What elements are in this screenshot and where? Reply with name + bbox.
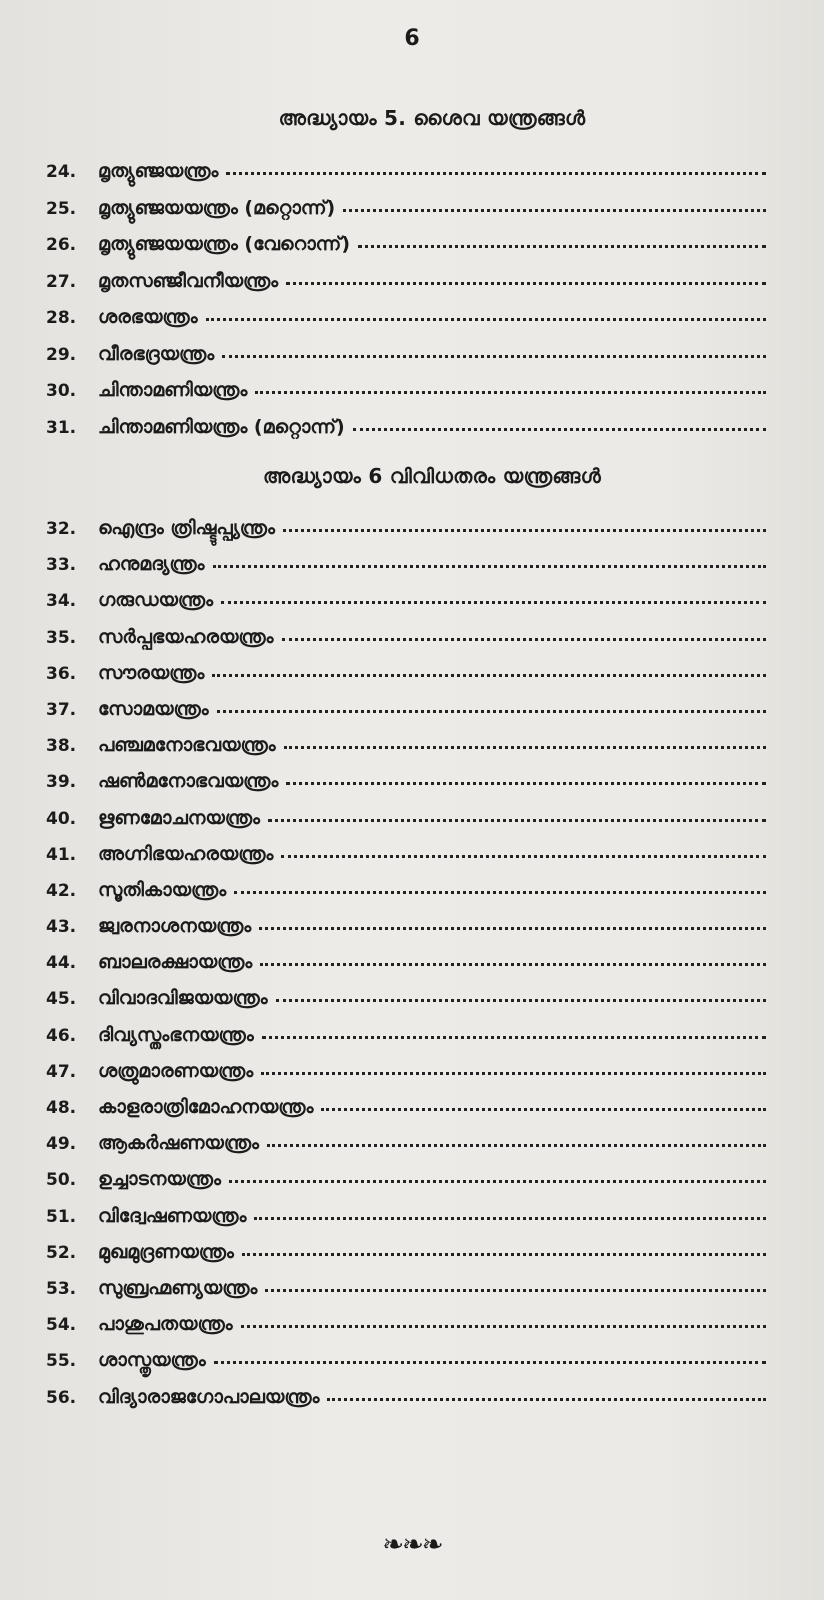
page-number: 6 <box>404 26 420 51</box>
toc-entry-title: അഗ്നിഭയഹരയന്ത്രം <box>98 842 274 865</box>
dot-leader <box>254 1217 766 1220</box>
toc-entry-number: 52. <box>46 1242 77 1263</box>
toc-entry-title: ഐന്ദ്രം ത്രിഷ്ടുപ്പ്യന്ത്രം <box>98 517 275 539</box>
dot-leader <box>327 1398 766 1401</box>
toc-entry-number: 40. <box>46 808 77 829</box>
toc-entry <box>46 1205 766 1241</box>
toc-entry-number: 50. <box>46 1170 77 1191</box>
toc-entry <box>46 1060 766 1096</box>
toc-entry <box>46 589 766 625</box>
dot-leader <box>284 746 766 749</box>
toc-entry-title: ദിവ്യസ്തംഭനയന്ത്രം <box>98 1023 254 1046</box>
toc-entry-number: 51. <box>46 1206 77 1227</box>
dot-leader <box>217 710 766 713</box>
toc-entry-title: ഋണമോചനയന്ത്രം <box>98 806 260 829</box>
end-ornament: ❧❧❧ <box>382 1530 442 1560</box>
toc-entry-title: ആകർഷണയന്ത്രം <box>98 1132 259 1155</box>
toc-entry-number: 38. <box>46 736 77 757</box>
toc-entry-number: 25. <box>46 198 77 219</box>
dot-leader <box>206 318 766 321</box>
toc-entry-number: 45. <box>46 989 77 1010</box>
dot-leader <box>286 282 766 285</box>
toc-entry-number: 33. <box>46 555 77 576</box>
toc-entry <box>46 1313 766 1349</box>
dot-leader <box>242 1253 766 1256</box>
toc-entry <box>46 915 766 951</box>
toc-entry <box>46 1241 766 1277</box>
dot-leader <box>212 674 766 677</box>
toc-entry <box>46 1132 766 1168</box>
dot-leader <box>283 529 766 532</box>
toc-entry <box>46 517 766 553</box>
toc-entry-title: മൃത്യുഞ്ജയയന്ത്രം (വേറൊന്ന്) <box>98 233 351 255</box>
toc-entry-number: 28. <box>46 308 77 328</box>
dot-leader <box>265 1289 766 1292</box>
toc-entry-number: 42. <box>46 880 77 901</box>
toc-entry-number: 37. <box>46 699 77 720</box>
toc-entry <box>46 698 766 734</box>
dot-leader <box>267 1144 766 1147</box>
dot-leader <box>286 782 766 785</box>
dot-leader <box>260 963 766 966</box>
toc-entry <box>46 879 766 915</box>
dot-leader <box>229 1180 766 1183</box>
toc-entry <box>46 270 766 307</box>
toc-entry-title: മൃത്യുഞ്ജയയന്ത്രം (മറ്റൊന്ന്) <box>98 196 336 219</box>
dot-leader <box>268 819 766 822</box>
toc-entry-title: ഹനുമദ്യന്ത്രം <box>98 553 205 576</box>
toc-entry-number: 41. <box>46 844 77 865</box>
toc-entry <box>46 1168 766 1204</box>
toc-entry <box>46 160 766 197</box>
dot-leader <box>276 999 766 1002</box>
dot-leader <box>262 1036 766 1039</box>
toc-entry <box>46 951 766 987</box>
section-heading-chapter-6: അദ്ധ്യായം 6 വിവിധതരം യന്ത്രങ്ങൾ <box>263 464 601 488</box>
toc-entry-title: കാളരാത്രിമോഹനയന്ത്രം <box>98 1096 314 1118</box>
toc-entry-title: വിവാദവിജയയന്ത്രം <box>98 987 268 1010</box>
dot-leader <box>259 927 766 930</box>
toc-entry <box>46 987 766 1023</box>
toc-entry-title: മുഖമുദ്രണയന്ത്രം <box>98 1240 234 1263</box>
toc-entry-title: വിദ്യാരാജഗോപാലയന്ത്രം <box>98 1385 320 1408</box>
toc-entry-title: സർപ്പഭയഹരയന്ത്രം <box>98 625 274 648</box>
toc-entry-title: ബാലരക്ഷായന്ത്രം <box>98 951 253 974</box>
toc-entry-title: സോമയന്ത്രം <box>98 697 209 720</box>
toc-list-chapter-5 <box>46 160 766 452</box>
toc-entry-title: പാശുപതയന്ത്രം <box>98 1313 233 1336</box>
toc-list-chapter-6 <box>46 517 766 1422</box>
toc-entry <box>46 626 766 662</box>
toc-entry <box>46 306 766 343</box>
toc-entry-title: ഷൺമനോഭവയന്ത്രം <box>98 770 279 793</box>
toc-entry-title: മൃതസഞ്ജീവനീയന്ത്രം <box>98 269 279 292</box>
toc-entry <box>46 843 766 879</box>
toc-entry-number: 32. <box>46 519 77 539</box>
toc-entry <box>46 1349 766 1385</box>
toc-entry <box>46 197 766 234</box>
toc-entry-number: 53. <box>46 1278 77 1299</box>
toc-entry-title: ഉച്ചാടനയന്ത്രം <box>98 1168 221 1191</box>
toc-entry-number: 44. <box>46 953 77 974</box>
toc-entry <box>46 807 766 843</box>
toc-entry-title: സൂതികായന്ത്രം <box>98 878 227 901</box>
toc-entry <box>46 343 766 380</box>
toc-entry <box>46 734 766 770</box>
toc-entry-number: 43. <box>46 917 77 938</box>
dot-leader <box>234 891 766 894</box>
toc-entry-number: 54. <box>46 1315 77 1336</box>
toc-entry-number: 56. <box>46 1387 77 1408</box>
toc-entry-number: 55. <box>46 1351 77 1372</box>
toc-entry-title: ജ്വരനാശനയന്ത്രം <box>98 915 252 938</box>
dot-leader <box>214 1361 766 1364</box>
toc-entry <box>46 662 766 698</box>
toc-entry-number: 49. <box>46 1134 77 1155</box>
dot-leader <box>241 1325 766 1328</box>
toc-entry-title: ശത്രുമാരണയന്ത്രം <box>98 1059 254 1082</box>
toc-entry-number: 36. <box>46 663 77 684</box>
toc-entry <box>46 1024 766 1060</box>
section-heading-chapter-5: അദ്ധ്യായം 5. ശൈവ യന്ത്രങ്ങൾ <box>278 106 586 130</box>
dot-leader <box>343 209 766 212</box>
toc-entry-title: മൃത്യുഞ്ജയന്ത്രം <box>98 160 219 182</box>
toc-entry-number: 30. <box>46 381 77 401</box>
toc-entry-number: 26. <box>46 235 77 255</box>
toc-entry-number: 39. <box>46 772 77 793</box>
toc-entry <box>46 1386 766 1422</box>
dot-leader <box>281 855 766 858</box>
toc-entry-number: 31. <box>46 417 77 438</box>
toc-entry-number: 27. <box>46 271 77 292</box>
toc-entry-title: സൗരയന്ത്രം <box>98 661 205 684</box>
dot-leader <box>353 428 766 431</box>
toc-entry <box>46 553 766 589</box>
dot-leader <box>261 1072 766 1075</box>
dot-leader <box>226 172 766 175</box>
toc-entry-title: വിദ്വേഷണയന്ത്രം <box>98 1204 247 1227</box>
dot-leader <box>213 565 766 568</box>
toc-entry-number: 24. <box>46 162 77 182</box>
toc-entry <box>46 233 766 270</box>
dot-leader <box>255 391 766 394</box>
toc-entry-title: പഞ്ചമനോഭവയന്ത്രം <box>98 734 276 757</box>
toc-entry-title: ഗരുഡയന്ത്രം <box>98 589 214 612</box>
dot-leader <box>221 601 766 604</box>
toc-entry <box>46 1096 766 1132</box>
dot-leader <box>321 1108 766 1111</box>
toc-entry <box>46 1277 766 1313</box>
toc-entry-number: 48. <box>46 1098 77 1118</box>
toc-entry-title: വീരഭദ്രയന്ത്രം <box>98 342 215 365</box>
toc-entry-number: 47. <box>46 1061 77 1082</box>
toc-entry <box>46 770 766 806</box>
toc-entry-title: ചിന്താമണിയന്ത്രം <box>98 379 248 401</box>
toc-entry-title: ചിന്താമണിയന്ത്രം (മറ്റൊന്ന്) <box>98 415 345 438</box>
dot-leader <box>222 355 766 358</box>
toc-entry-number: 46. <box>46 1025 77 1046</box>
toc-entry <box>46 416 766 453</box>
toc-entry-number: 29. <box>46 344 77 365</box>
toc-entry-number: 34. <box>46 591 77 612</box>
dot-leader <box>358 245 766 248</box>
toc-entry-title: സുബ്രഹ്മണ്യയന്ത്രം <box>98 1276 258 1299</box>
toc-entry-title: ശരഭയന്ത്രം <box>98 306 198 328</box>
toc-entry <box>46 379 766 416</box>
dot-leader <box>282 638 766 641</box>
toc-entry-number: 35. <box>46 627 77 648</box>
toc-entry-title: ശാസ്തൃയന്ത്രം <box>98 1349 206 1372</box>
